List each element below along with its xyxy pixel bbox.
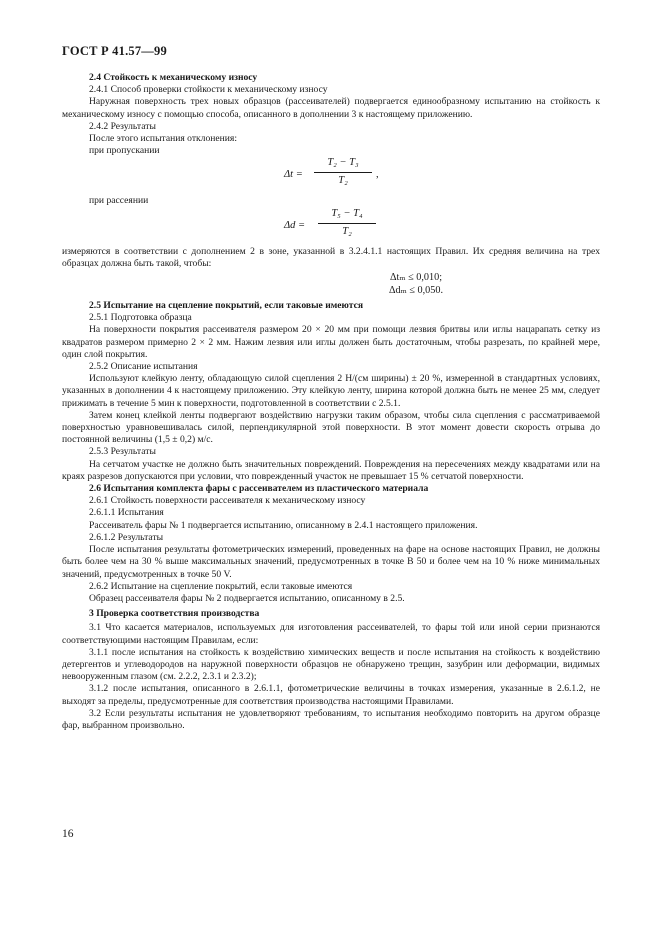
formula-lhs: Δd = <box>284 219 306 231</box>
paragraph: На поверхности покрытия рассеивателя размером 20 × 20 мм при помощи лезвия бритвы или иглы нацарапать сетку из квадратов размером примерно 2 × 2 мм. Нажим лезвия или иглы должен быть достаточным, чтобы разрезать, по крайней мере, один слой покрытия. <box>62 324 600 360</box>
fraction-bar <box>318 223 376 224</box>
paragraph: при пропускании <box>89 145 160 157</box>
paragraph: при рассеянии <box>89 195 149 207</box>
document-body <box>62 72 600 732</box>
paragraph: Затем конец клейкой ленты подвергают воздействию нагрузки таким образом, чтобы сила сцепления с рассматриваемой поверхностью уравновешивалась силой, перпендикулярной этой поверхности. В этот момент довести скорость отрыва до постоянной величины (1,5 ± 0,2) м/с. <box>62 409 600 446</box>
standard-header: ГОСТ Р 41.57—99 <box>62 44 167 58</box>
conditions <box>232 272 600 297</box>
formula-numerator: T₅ − T₄ <box>331 207 363 219</box>
paragraph: На сетчатом участке не должно быть значительных повреждений. Повреждения на пересечениях между квадратами или на краях разрезов допускаются при условии, что поврежденный участок не превышает 15 % сетчатой поверхности. <box>62 458 600 482</box>
formula-denominator: T₂ <box>342 225 352 237</box>
paragraph: После испытания результаты фотометрических измерений, проведенных на фаре на основе настоящих Правил, не должны быть более чем на 30 % выше максимальных значений, предусмотренных в точке B 50 и более чем на 10 % ниже минимальных значений, предусмотренных в точке 50 V. <box>62 544 600 580</box>
section-2-4-title: 2.4 Стойкость к механическому износу <box>89 72 258 83</box>
formula-scattering <box>62 208 600 246</box>
fraction-bar <box>314 172 372 173</box>
paragraph: Используют клейкую ленту, обладающую силой сцепления 2 Н/(см ширины) ± 20 %, измеренной в стандартных условиях, указанных в дополнении 4 к настоящему приложению. Эту клейкую ленту, ширина которой должна быть не менее 25 мм, следует прижимать в течение 5 мин к поверхности, подготовленной в соответствии с 2.5.1. <box>62 373 600 409</box>
paragraph: 2.5.3 Результаты <box>89 446 156 458</box>
paragraph: 2.6.1.1 Испытания <box>89 507 164 519</box>
formula-lhs: Δt = <box>284 169 303 181</box>
section-2-5-title: 2.5 Испытание на сцепление покрытий, если таковые имеются <box>89 300 364 312</box>
section-3-title: 3 Проверка соответствия производства <box>89 608 260 620</box>
formula-denominator: T₂ <box>338 175 348 187</box>
paragraph: 3.2 Если результаты испытания не удовлетворяют требованиям, то испытания необходимо повторить на другом образце фар, выбранном произвольно. <box>62 707 600 731</box>
paragraph: 2.6.2 Испытание на сцепление покрытий, если таковые имеются <box>89 580 353 592</box>
condition-scattering: Δdₘ ≤ 0,050. <box>388 284 444 296</box>
paragraph: 3.1 Что касается материалов, используемых для изготовления рассеивателей, то фары той или иной серии признаются соответствующими настоящим Правилам, если: <box>62 622 600 646</box>
formula-transmission <box>62 157 600 195</box>
section-2-6-title: 2.6 Испытания комплекта фары с рассеивателем из пластического материала <box>89 483 429 495</box>
paragraph: 2.6.1.2 Результаты <box>89 531 164 543</box>
paragraph: 3.1.2 после испытания, описанного в 2.6.1.1, фотометрические величины в точках измерения, указанные в 2.6.1.2, не выходят за пределы, предусмотренные для соответствия производства настоящими Правилами. <box>62 683 600 707</box>
formula-tail: , <box>376 169 379 181</box>
formula-numerator: T₂ − T₃ <box>327 157 359 169</box>
paragraph: Рассеиватель фары № 1 подвергается испытанию, описанному в 2.4.1 настоящего приложения. <box>89 519 478 531</box>
paragraph: Образец рассеивателя фары № 2 подвергается испытанию, описанному в 2.5. <box>89 592 405 604</box>
paragraph: После этого испытания отклонения: <box>89 133 238 145</box>
paragraph: 2.5.2 Описание испытания <box>89 361 198 373</box>
paragraph: 2.4.2 Результаты <box>89 120 156 132</box>
paragraph: измеряются в соответствии с дополнением 2 в зоне, указанной в 3.2.4.1.1 настоящих Правил. Их средняя величина на трех образцах должна быть такой, чтобы: <box>62 245 600 269</box>
page-number: 16 <box>62 828 74 840</box>
paragraph: 3.1.1 после испытания на стойкость к воздействию химических веществ и после испытания на стойкость к воздействию детергентов и углеводородов на наружной поверхности образцов не обнаружено трещин, зазубрин или деформации, видимых невооруженным глазом (см. 2.2.2, 2.3.1 и 2.3.2); <box>62 646 600 683</box>
paragraph: Наружная поверхность трех новых образцов (рассеивателей) подвергается единообразному испытанию на стойкость к механическому износу с помощью способа, описанного в дополнении 3 к настоящему приложению. <box>62 96 600 120</box>
condition-transmission: Δtₘ ≤ 0,010; <box>389 272 443 284</box>
paragraph: 2.4.1 Способ проверки стойкости к механическому износу <box>89 84 328 96</box>
paragraph: 2.6.1 Стойкость поверхности рассеивателя к механическому износу <box>89 495 366 507</box>
paragraph: 2.5.1 Подготовка образца <box>89 312 192 324</box>
